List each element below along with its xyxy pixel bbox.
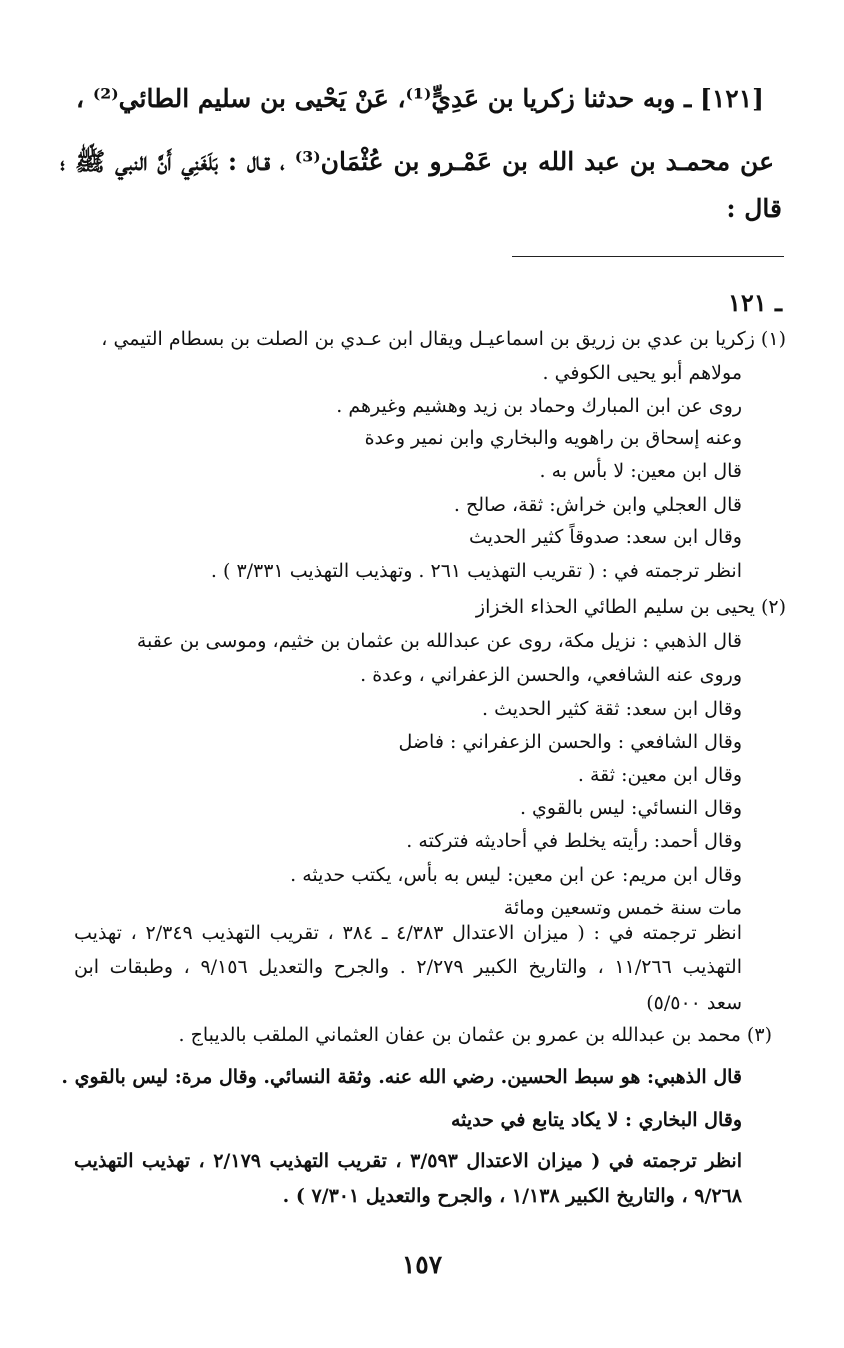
footnote-1-line-1: (١) زكريا بن عدي بن زريق بن اسماعيـل ويقال ابن عـدي بن الصلت بن بسطام التيمي ، <box>101 328 786 350</box>
footnote-3-line-5: ٩/٢٦٨ ، والتاريخ الكبير ١/١٣٨ ، والجرح والتعديل ٧/٣٠١ ) . <box>282 1185 742 1207</box>
footnote-2-line-6: وقال ابن معين: ثقة . <box>577 764 742 786</box>
footnote-section-number: ـ ١٢١ <box>727 288 782 317</box>
footnote-2-line-13: سعد ٥/٥٠٠) <box>646 992 742 1014</box>
footnote-3-line-3: وقال البخاري : لا يكاد يتابع في حديثه <box>451 1109 742 1131</box>
footnote-3-line-4: انظر ترجمته في ( ميزان الاعتدال ٣/٥٩٣ ، تقريب التهذيب ٢/١٧٩ ، تهذيب التهذيب <box>74 1150 742 1172</box>
footnote-1-line-5: قال ابن معين: لا بأس به . <box>539 460 742 482</box>
footnote-1-line-4: وعنه إسحاق بن راهويه والبخاري وابن نمير وعدة <box>364 427 742 449</box>
footnote-2-line-8: وقال أحمد: رأيته يخلط في أحاديثه فتركته . <box>406 830 742 852</box>
hadith-text-line-1: [١٢١] ـ وبه حدثنا زكريا بن عَدِيٍّ⁽¹⁾، عَنْ يَحْيى بن سليم الطائي⁽²⁾ ، <box>76 84 764 113</box>
footnote-2-line-12: التهذيب ١١/٢٦٦ ، والتاريخ الكبير ٢/٢٧٩ . والجرح والتعديل ٩/١٥٦ ، وطبقات ابن <box>74 956 742 978</box>
footnote-3-line-1: (٣) محمد بن عبدالله بن عمرو بن عثمان بن عفان العثماني الملقب بالديباج . <box>178 1024 772 1046</box>
footnote-1-line-3: روى عن ابن المبارك وحماد بن زيد وهشيم وغيرهم . <box>336 395 742 417</box>
footnote-3-line-2: قال الذهبي: هو سبط الحسين. رضي الله عنه. وثقة النسائي. وقال مرة: ليس بالقوي . <box>61 1066 742 1088</box>
footnote-2-line-9: وقال ابن مريم: عن ابن معين: ليس به بأس، يكتب حديثه . <box>290 864 742 886</box>
footnote-2-line-5: وقال الشافعي : والحسن الزعفراني : فاضل <box>398 731 742 753</box>
footnote-2-line-11: انظر ترجمته في : ( ميزان الاعتدال ٤/٣٨٣ ـ ٣٨٤ ، تقريب التهذيب ٢/٣٤٩ ، تهذيب <box>74 922 742 944</box>
footnote-2-line-7: وقال النسائي: ليس بالقوي . <box>519 797 742 819</box>
footnote-divider <box>512 256 784 257</box>
hadith-text-line-2: عن محمـد بن عبد الله بن عَمْـرو بن عُثْمَان⁽³⁾ ، قـال : بَلَغَنِي أَنَّ النبي ﷺ ؛ <box>60 147 775 176</box>
footnote-1-line-7: وقال ابن سعد: صدوقاً كثير الحديث <box>469 526 742 548</box>
footnote-2-line-3: وروى عنه الشافعي، والحسن الزعفراني ، وعدة . <box>360 664 742 686</box>
hadith-text-line-3: قال : <box>726 194 782 223</box>
footnote-2-line-4: وقال ابن سعد: ثقة كثير الحديث . <box>482 698 742 720</box>
footnote-2-line-10: مات سنة خمس وتسعين ومائة <box>503 897 742 919</box>
footnote-1-line-2: مولاهم أبو يحيى الكوفي . <box>542 362 742 384</box>
page-number: ١٥٧ <box>401 1250 443 1279</box>
footnote-2-line-2: قال الذهبي : نزيل مكة، روى عن عبدالله بن عثمان بن خثيم، وموسى بن عقبة <box>136 630 742 652</box>
footnote-1-line-6: قال العجلي وابن خراش: ثقة، صالح . <box>453 494 742 516</box>
footnote-1-line-8: انظر ترجمته في : ( تقريب التهذيب ٢٦١ . وتهذيب التهذيب ٣/٣٣١ ) . <box>210 560 742 582</box>
footnote-2-line-1: (٢) يحيى بن سليم الطائي الحذاء الخزاز <box>475 596 786 618</box>
